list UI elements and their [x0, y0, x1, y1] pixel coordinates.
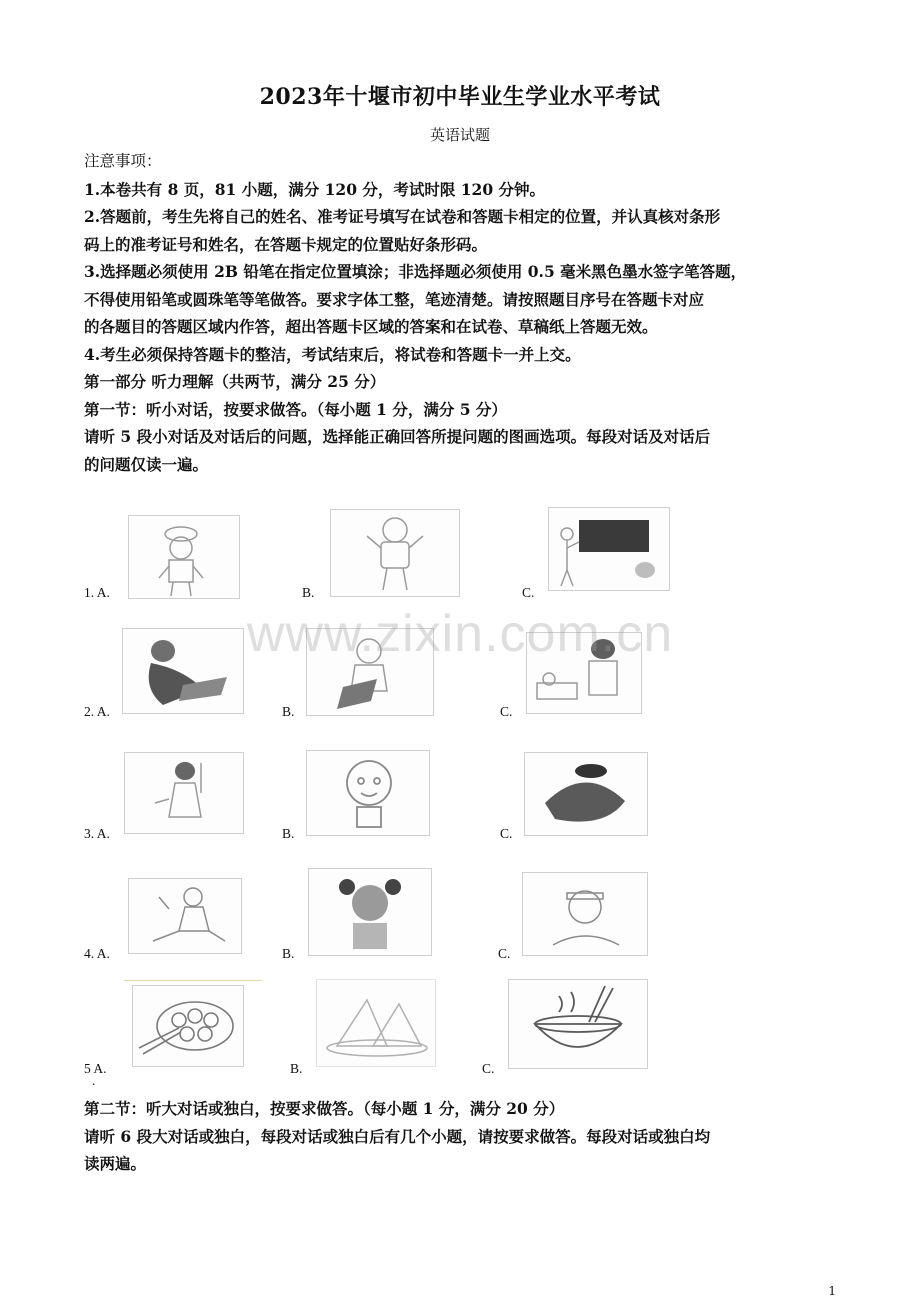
section1-instruction: 请听 5 段小对话及对话后的问题，选择能正确回答所提问题的图画选项。每段对话及对话后 [84, 427, 711, 446]
section1-heading: 第一节：听小对话，按要求做答。（每小题 1 分，满分 5 分） [84, 399, 507, 419]
girl-icon [124, 752, 244, 834]
notes-line: 的各题目的答题区域内作答，超出答题卡区域的答案和在试卷、草稿纸上答题无效。 [84, 317, 658, 336]
girl-sitting-icon [128, 878, 242, 954]
option-label-a: 1. A. [84, 585, 110, 600]
notes-line: 4.考生必须保持答题卡的整洁，考试结束后，将试卷和答题卡一并上交。 [84, 344, 581, 364]
boy-in-cap-icon [128, 515, 240, 599]
option-label-b: B. [282, 826, 295, 841]
section1-instruction: 的问题仅读一遍。 [84, 454, 209, 474]
option-label-a: 3. A. [84, 826, 110, 841]
option-label-b: B. [282, 704, 295, 719]
girl-with-pigtails-icon [308, 868, 432, 956]
noodle-bowl-icon [508, 979, 648, 1069]
option-label-c: C. [522, 585, 535, 600]
notes-line: 码上的准考证号和姓名，在答题卡规定的位置贴好条形码。 [84, 234, 488, 254]
hat-icon [524, 752, 648, 836]
option-label-c: C. [500, 704, 513, 719]
option-label-b: B. [302, 585, 315, 600]
question-row-5 [0, 975, 920, 1095]
option-label-a: 4. A. [84, 946, 110, 961]
part1-heading: 第一部分 听力理解（共两节，满分 25 分） [84, 372, 386, 391]
section2-instruction: 请听 6 段大对话或独白，每段对话或独白后有几个小题，请按要求做答。每段对话或独白均 [84, 1126, 711, 1146]
notes-line: 不得使用铅笔或圆珠笔等笔做答。要求字体工整，笔迹清楚。请按照题目序号在答题卡对应 [84, 289, 705, 309]
option-label-b: B. [290, 1061, 303, 1076]
option-label-c: C. [500, 826, 513, 841]
page-number: 1 [828, 1284, 836, 1298]
option-label-c: C. [482, 1061, 495, 1076]
option-label-b: B. [282, 946, 295, 961]
cartoon-child-icon [306, 750, 430, 836]
dumplings-plate-icon [132, 985, 244, 1067]
exam-subtitle: 英语试题 [429, 126, 490, 144]
option-label-a: 2. A. [84, 704, 110, 719]
section2-heading: 第二节：听大对话或独白，按要求做答。（每小题 1 分，满分 20 分） [84, 1099, 565, 1118]
sick-girl-icon [522, 872, 648, 956]
notes-line: 1.本卷共有 8 页，81 小题，满分 120 分，考试时限 120 分钟。 [84, 179, 546, 199]
question-row-4 [0, 862, 920, 982]
section2-instruction: 读两遍。 [84, 1154, 147, 1173]
watermark: www.zixin.com.cn [246, 605, 674, 663]
option-label-c: C. [498, 946, 511, 961]
option-label-a: 5 A. [84, 1061, 107, 1076]
zongzi-icon [316, 979, 436, 1067]
notes-heading: 注意事项： [84, 152, 162, 170]
astronaut-icon [330, 509, 460, 597]
teacher-at-blackboard-icon [548, 507, 670, 591]
stray-dot: . [92, 1073, 96, 1088]
notes-line: 3.选择题必须使用 2B 铅笔在指定位置填涂；非选择题必须使用 0.5 毫米黑色墨水签字笔答题， [84, 262, 747, 281]
section2-block [84, 1095, 844, 1178]
question-row-3 [0, 742, 920, 862]
notes-block [84, 148, 844, 478]
exam-title: 2023年十堰市初中毕业生学业水平考试 [259, 84, 661, 110]
notes-line: 2.答题前，考生先将自己的姓名、准考证号填写在试卷和答题卡相定的位置，并认真核对条形 [84, 207, 721, 226]
